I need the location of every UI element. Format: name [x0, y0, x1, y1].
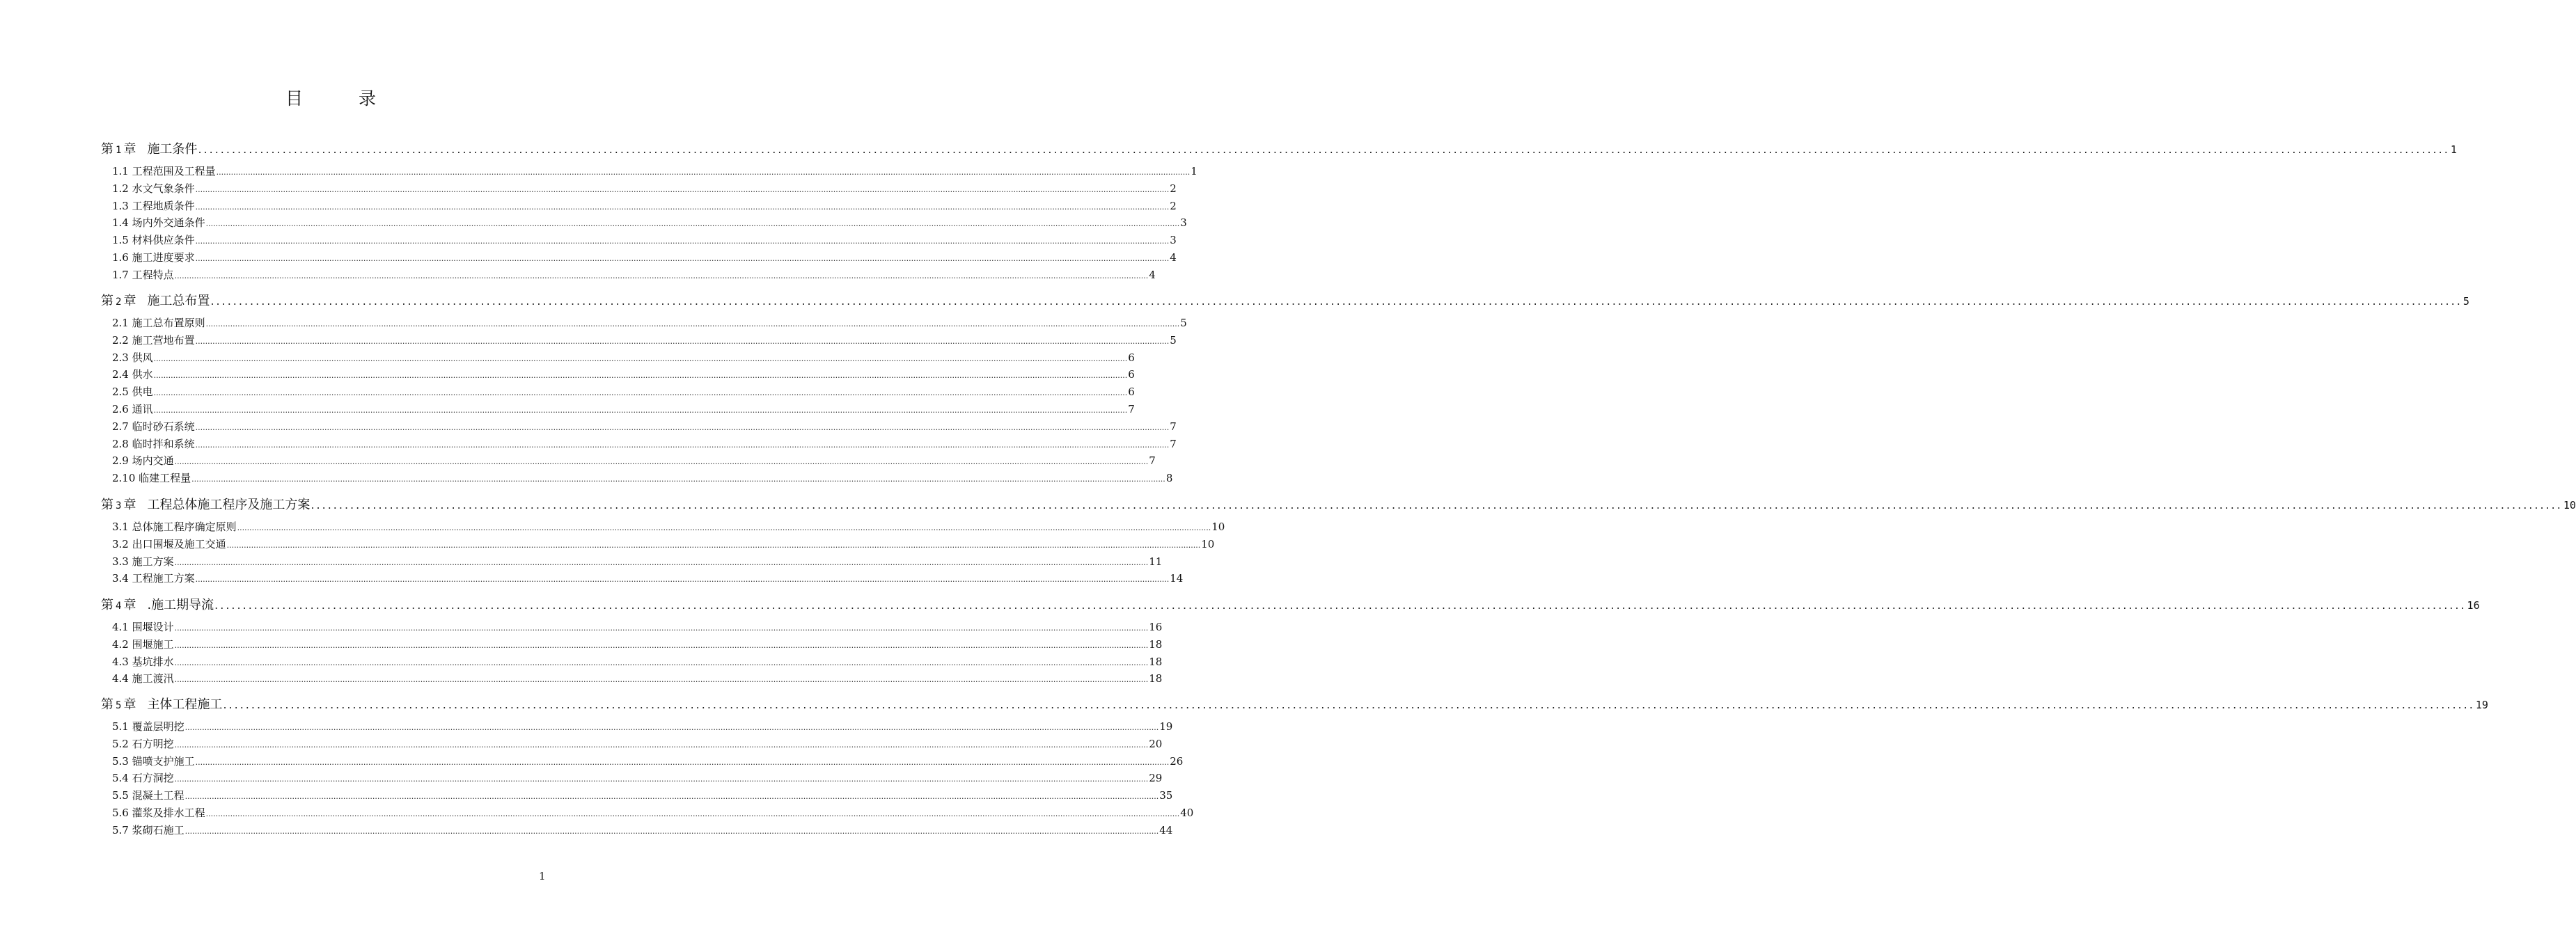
chapter-number: 5 [116, 700, 122, 711]
section-label: 5.2 石方明挖 [112, 737, 174, 750]
section-label: 2.2 施工营地布置 [112, 333, 195, 347]
section-page-number: 2 [1170, 182, 1177, 195]
section-page-number: 20 [1149, 737, 1163, 750]
section-page-number: 10 [1211, 521, 1225, 533]
toc-section-entry[interactable] [112, 164, 1197, 177]
toc-chapter-entry[interactable] [101, 495, 2576, 512]
section-label: 2.6 通讯 [112, 403, 153, 415]
dot-leader: ................................................................................................................................................................................................................................................................................................................................................................................................................ [195, 575, 1170, 585]
toc-section-entry[interactable] [112, 333, 1177, 347]
toc-section-entry[interactable] [112, 436, 1177, 450]
toc-section-entry[interactable] [112, 519, 1225, 533]
section-page-number: 7 [1128, 403, 1135, 415]
section-page-number: 35 [1159, 789, 1173, 802]
chapter-label [101, 695, 222, 713]
section-label: 3.1 总体施工程序确定原则 [112, 521, 237, 533]
section-label: 5.3 锚喷支护施工 [112, 754, 195, 768]
toc-section-entry[interactable] [112, 554, 1163, 568]
section-label: 1.2 水文气象条件 [112, 182, 195, 195]
section-label: 5.1 覆盖层明挖 [112, 720, 184, 733]
dot-leader: ................................................................................................................................................................................................................................................................................................................................................................................................................ [174, 624, 1149, 633]
section-label: 5.5 混凝土工程 [112, 789, 184, 802]
chapter-page-number: 16 [2467, 599, 2480, 612]
section-page-number: 19 [1159, 720, 1173, 733]
dot-leader: ................................................................................................................................................................................................................................................................................................................................................................................................................ [195, 202, 1170, 212]
page-title: 目 录 [285, 88, 401, 109]
section-label: 1.1 工程范围及工程量 [112, 165, 216, 177]
dot-leader: ................................................................................................................................................................................................................................................................................................................................................................................................................ [195, 757, 1170, 767]
toc-section-entry[interactable] [112, 736, 1163, 750]
toc-chapter-entry[interactable] [101, 695, 2488, 712]
section-label: 5.4 石方洞挖 [112, 772, 174, 785]
chapter-title: 工程总体施工程序及施工方案 [147, 498, 311, 512]
chapter-suffix: 章 [123, 498, 136, 512]
toc-section-entry[interactable] [112, 453, 1156, 468]
dot-leader: ................................................................................................................................................................................................................................................................................................................................................................................................................ [174, 658, 1149, 667]
toc-section-entry[interactable] [112, 805, 1194, 819]
toc-section-entry[interactable] [112, 215, 1187, 230]
toc-section-entry[interactable] [112, 181, 1177, 195]
chapter-suffix: 章 [123, 697, 136, 712]
toc-section-entry[interactable] [112, 537, 1215, 550]
section-label: 5.7 浆砌石施工 [112, 823, 184, 836]
chapter-page-number: 5 [2463, 295, 2469, 308]
chapter-prefix: 第 [101, 294, 113, 308]
toc-section-entry[interactable] [112, 384, 1135, 399]
section-page-number: 11 [1149, 555, 1163, 568]
section-page-number: 18 [1149, 637, 1163, 651]
toc-section-entry[interactable] [112, 788, 1173, 802]
toc-section-entry[interactable] [112, 823, 1173, 836]
toc-section-entry[interactable] [112, 754, 1184, 768]
chapter-label [101, 495, 310, 513]
section-label: 1.7 工程特点 [112, 268, 174, 281]
section-label: 2.3 供风 [112, 351, 153, 364]
toc-section-entry[interactable] [112, 367, 1135, 381]
toc-section-entry[interactable] [112, 571, 1184, 585]
toc-section-entry[interactable] [112, 315, 1187, 329]
chapter-page-number: 1 [2450, 143, 2457, 156]
dot-leader: ................................................................................................................................................................................................................................................................................................................................................................................................................ [174, 740, 1149, 749]
section-label: 1.4 场内外交通条件 [112, 216, 205, 230]
section-label: 4.3 基坑排水 [112, 655, 174, 668]
section-page-number: 7 [1170, 420, 1177, 433]
section-page-number: 14 [1170, 572, 1184, 585]
section-page-number: 3 [1170, 234, 1177, 247]
chapter-suffix: 章 [123, 294, 136, 308]
dot-leader: ................................................................................................................................................................................................................................................................................................................................................................................................................ [195, 254, 1170, 263]
dot-leader: ................................................................................................................................................................................................................................................................................................................................................................................................................ [153, 354, 1128, 363]
chapter-page-number: 10 [2563, 499, 2576, 511]
section-label: 3.3 施工方案 [112, 555, 174, 568]
section-page-number: 40 [1180, 807, 1194, 819]
section-label: 2.4 供水 [112, 368, 153, 381]
toc-section-entry[interactable] [112, 419, 1177, 433]
dot-leader: ................................................................................................................................................................................................................................................................................................................................................................................................................ [195, 184, 1170, 194]
chapter-label [101, 595, 214, 613]
chapter-label [101, 291, 210, 309]
chapter-suffix: 章 [123, 142, 136, 157]
chapter-title: .施工期导流 [147, 598, 214, 612]
section-page-number: 2 [1170, 199, 1177, 212]
toc-section-entry[interactable] [112, 654, 1163, 668]
section-page-number: 44 [1159, 823, 1173, 836]
toc-section-entry[interactable] [112, 770, 1163, 785]
section-label: 3.2 出口围堰及施工交通 [112, 537, 226, 550]
section-page-number: 3 [1180, 216, 1187, 230]
section-label: 2.8 临时拌和系统 [112, 437, 195, 450]
section-label: 4.1 围堰设计 [112, 621, 174, 633]
dot-leader: ................................................................................................................................................................................................................................................................................................................................................................................................................ [195, 237, 1170, 246]
toc-chapter-entry[interactable] [101, 291, 2469, 308]
section-page-number: 16 [1149, 621, 1163, 633]
section-page-number: 7 [1170, 437, 1177, 450]
section-page-number: 10 [1201, 537, 1215, 550]
dot-leader: ................................................................................................................................................................................................................................................................................................................................................................................................................ [195, 422, 1170, 432]
section-page-number: 4 [1170, 251, 1177, 264]
toc-section-entry[interactable] [112, 232, 1177, 247]
chapter-suffix: 章 [123, 598, 136, 612]
chapter-prefix: 第 [101, 142, 113, 157]
chapter-title: 施工条件 [147, 142, 198, 157]
section-label: 1.3 工程地质条件 [112, 199, 195, 212]
section-label: 2.1 施工总布置原则 [112, 317, 205, 329]
dot-leader: ................................................................................................................................................................................................................................................................................................................................................................................................................ [184, 826, 1159, 836]
dot-leader: ................................................................................................................................................................................................................................................................................................................................................................................................................ [184, 723, 1159, 732]
dot-leader: ................................................................................................................................................................................................................................................................................................................................................................................................................ [153, 406, 1128, 415]
section-label: 1.5 材料供应条件 [112, 234, 195, 247]
toc-chapter-entry[interactable] [101, 139, 2457, 157]
dot-leader: ................................................................................................................................................................................................................................................................................................................................................................................................................ [198, 143, 2450, 156]
toc-section-entry[interactable] [112, 470, 1173, 485]
section-label: 2.5 供电 [112, 386, 153, 399]
dot-leader: ................................................................................................................................................................................................................................................................................................................................................................................................................ [174, 640, 1149, 650]
section-page-number: 18 [1149, 655, 1163, 668]
toc-section-entry[interactable] [112, 719, 1173, 733]
chapter-label [101, 139, 197, 157]
chapter-number: 4 [116, 601, 122, 612]
section-label: 5.6 灌浆及排水工程 [112, 807, 205, 819]
dot-leader: ................................................................................................................................................................................................................................................................................................................................................................................................................ [174, 271, 1149, 280]
dot-leader: ................................................................................................................................................................................................................................................................................................................................................................................................................ [191, 475, 1165, 484]
toc-section-entry[interactable] [112, 198, 1177, 212]
section-page-number: 1 [1191, 165, 1197, 177]
section-label: 4.2 围堰施工 [112, 637, 174, 651]
chapter-title: 主体工程施工 [147, 697, 223, 712]
section-page-number: 4 [1149, 268, 1156, 281]
dot-leader: ................................................................................................................................................................................................................................................................................................................................................................................................................ [205, 219, 1180, 229]
chapter-prefix: 第 [101, 598, 113, 612]
toc-section-entry[interactable] [112, 619, 1163, 633]
section-page-number: 6 [1128, 386, 1135, 399]
dot-leader: ................................................................................................................................................................................................................................................................................................................................................................................................................ [226, 540, 1201, 550]
chapter-prefix: 第 [101, 498, 113, 512]
chapter-number: 3 [116, 500, 122, 511]
dot-leader: ................................................................................................................................................................................................................................................................................................................................................................................................................ [311, 498, 2563, 511]
chapter-title: 施工总布置 [147, 294, 210, 308]
section-page-number: 26 [1170, 754, 1184, 768]
toc-section-entry[interactable] [112, 637, 1163, 651]
dot-leader: ................................................................................................................................................................................................................................................................................................................................................................................................................ [195, 440, 1170, 450]
toc-section-entry[interactable] [112, 671, 1163, 685]
dot-leader: ................................................................................................................................................................................................................................................................................................................................................................................................................ [210, 294, 2463, 308]
section-page-number: 6 [1128, 351, 1135, 364]
section-label: 1.6 施工进度要求 [112, 251, 195, 264]
dot-leader: ................................................................................................................................................................................................................................................................................................................................................................................................................ [153, 371, 1128, 381]
dot-leader: ................................................................................................................................................................................................................................................................................................................................................................................................................ [153, 388, 1128, 398]
section-label: 3.4 工程施工方案 [112, 572, 195, 585]
dot-leader: ................................................................................................................................................................................................................................................................................................................................................................................................................ [237, 523, 1211, 532]
toc-chapter-entry[interactable] [101, 595, 2480, 612]
dot-leader: ................................................................................................................................................................................................................................................................................................................................................................................................................ [223, 698, 2475, 711]
dot-leader: ................................................................................................................................................................................................................................................................................................................................................................................................................ [214, 598, 2467, 612]
dot-leader: ................................................................................................................................................................................................................................................................................................................................................................................................................ [195, 336, 1170, 346]
toc-section-entry[interactable] [112, 250, 1177, 264]
section-label: 2.7 临时砂石系统 [112, 420, 195, 433]
chapter-number: 2 [116, 296, 122, 308]
chapter-page-number: 19 [2475, 699, 2488, 711]
section-label: 4.4 施工渡汛 [112, 672, 174, 685]
section-page-number: 29 [1149, 772, 1163, 785]
section-label: 2.10 临建工程量 [112, 472, 191, 485]
dot-leader: ................................................................................................................................................................................................................................................................................................................................................................................................................ [205, 809, 1180, 818]
dot-leader: ................................................................................................................................................................................................................................................................................................................................................................................................................ [174, 557, 1149, 567]
section-page-number: 5 [1180, 317, 1187, 329]
dot-leader: ................................................................................................................................................................................................................................................................................................................................................................................................................ [174, 457, 1149, 467]
dot-leader: ................................................................................................................................................................................................................................................................................................................................................................................................................ [184, 792, 1159, 802]
dot-leader: ................................................................................................................................................................................................................................................................................................................................................................................................................ [205, 319, 1180, 328]
page-number: 1 [539, 870, 546, 882]
section-page-number: 5 [1170, 333, 1177, 347]
chapter-number: 1 [116, 145, 122, 156]
dot-leader: ................................................................................................................................................................................................................................................................................................................................................................................................................ [174, 775, 1149, 784]
toc-section-entry[interactable] [112, 267, 1156, 281]
dot-leader: ................................................................................................................................................................................................................................................................................................................................................................................................................ [174, 675, 1149, 685]
section-page-number: 18 [1149, 672, 1163, 685]
dot-leader: ................................................................................................................................................................................................................................................................................................................................................................................................................ [216, 168, 1191, 177]
section-label: 2.9 场内交通 [112, 454, 174, 468]
toc-section-entry[interactable] [112, 350, 1135, 364]
section-page-number: 7 [1149, 454, 1156, 468]
section-page-number: 8 [1165, 472, 1173, 485]
section-page-number: 6 [1128, 368, 1135, 381]
chapter-prefix: 第 [101, 697, 113, 712]
toc-section-entry[interactable] [112, 402, 1135, 415]
